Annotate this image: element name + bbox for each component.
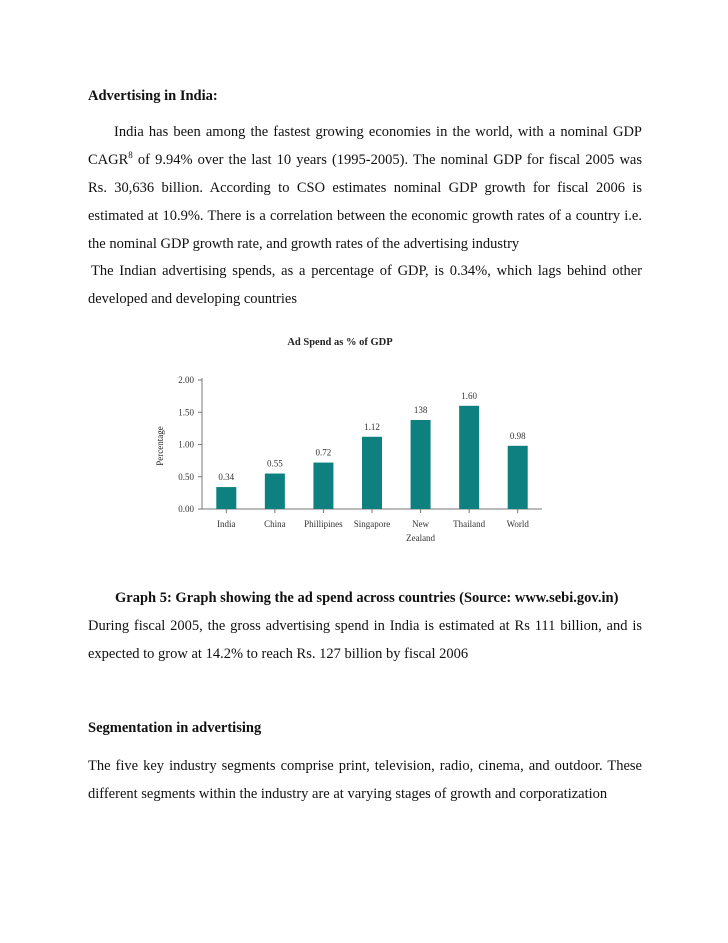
bar-phillipines — [313, 463, 333, 509]
data-label: 0.55 — [266, 458, 283, 469]
data-label: 0.98 — [509, 430, 526, 441]
bar-china — [265, 474, 285, 509]
paragraph-text-continued: of 9.94% over the last 10 years (1995-2005). The nominal GDP for fiscal 2005 was Rs. 30,636 billion. According to CSO estimates nominal GDP growth for fiscal 2006 is estimated at 10.9%. There is a correlation between the economic growth rates of a country i.e. the nominal GDP growth rate, and growth rates of the advertising industry — [88, 152, 642, 252]
paragraph-text: The five key industry segments comprise print, television, radio, cinema, and outdoor. These different segments within the industry are at varying stages of growth and corporatization — [88, 758, 642, 802]
x-tick-label: World — [506, 519, 529, 529]
data-label: 0.34 — [218, 472, 235, 483]
bar-new-zealand — [411, 420, 431, 509]
bar-singapore — [362, 437, 382, 509]
bar-world — [508, 446, 528, 509]
y-tick-label: 1.50 — [178, 407, 194, 418]
bar-india — [216, 487, 236, 509]
x-tick-label: China — [264, 519, 286, 529]
paragraph-segments — [88, 752, 642, 808]
data-label: 138 — [413, 404, 428, 415]
paragraph-gdp-growth — [88, 118, 642, 258]
section-heading-advertising-in-india: Advertising in India: — [88, 88, 218, 104]
section-heading-segmentation: Segmentation in advertising — [88, 720, 262, 736]
y-tick-label: 2.00 — [178, 375, 194, 385]
plot-area — [178, 375, 542, 543]
x-tick-label: Phillipines — [304, 519, 343, 529]
footnote-marker: 8 — [128, 150, 133, 161]
y-tick-label: 0.50 — [178, 471, 194, 482]
data-label: 1.60 — [461, 390, 478, 401]
chart-title: Ad Spend as % of GDP — [287, 337, 393, 348]
paragraph-text: India has been among the fastest growing economies in the world, with a nominal GDP CAGR — [88, 124, 642, 168]
ad-spend-bar-chart — [150, 328, 550, 553]
y-axis-label: Percentage — [155, 426, 165, 466]
x-tick-label: Thailand — [453, 519, 486, 529]
y-tick-label: 1.00 — [178, 439, 194, 450]
x-tick-label: Singapore — [353, 519, 391, 529]
data-label: 0.72 — [315, 447, 332, 458]
x-tick-label: Zealand — [406, 533, 436, 543]
data-label: 1.12 — [364, 421, 380, 432]
x-tick-label: India — [217, 519, 236, 529]
paragraph-text: The Indian advertising spends, as a percentage of GDP, is 0.34%, which lags behind other developed and developing countries — [88, 263, 642, 307]
bar-thailand — [459, 406, 479, 509]
x-tick-label: New — [412, 519, 430, 529]
figure-caption: Graph 5: Graph showing the ad spend across countries (Source: www.sebi.gov.in) — [115, 590, 619, 606]
y-tick-label: 0.00 — [178, 504, 194, 514]
paragraph-gross-ad-spend — [88, 612, 642, 668]
paragraph-ad-spend-gdp — [88, 257, 642, 313]
paragraph-text: During fiscal 2005, the gross advertising spend in India is estimated at Rs 111 billion, and is expected to grow at 14.2% to reach Rs. 127 billion by fiscal 2006 — [88, 618, 642, 662]
